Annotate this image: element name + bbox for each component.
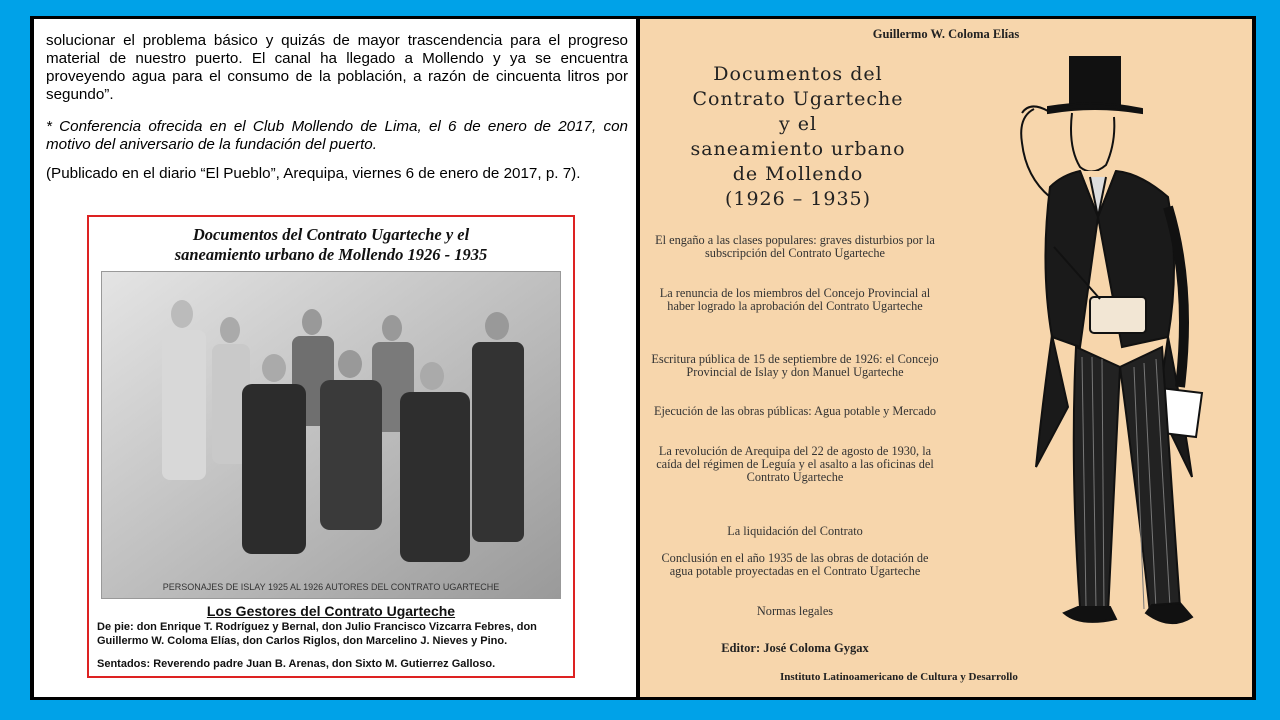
photo-card bbox=[87, 215, 575, 678]
contents-item: El engaño a las clases populares: graves disturbios por la subscripción del Contrato Ugarteche bbox=[655, 233, 935, 260]
book-institute: Instituto Latinoamericano de Cultura y Desarrollo bbox=[780, 671, 1018, 683]
footnote: * Conferencia ofrecida en el Club Mollendo de Lima, el 6 de enero de 2017, con motivo del aniversario de la fundación del puerto. bbox=[46, 118, 628, 153]
contents-item: Escritura pública de 15 de septiembre de 1926: el Concejo Provincial de Islay y don Manuel Ugarteche bbox=[651, 352, 939, 379]
book-title-line: (1926 – 1935) bbox=[724, 188, 872, 210]
left-panel bbox=[34, 19, 636, 697]
contents-item: Normas legales bbox=[756, 604, 834, 618]
caption-standing: De pie: don Enrique T. Rodríguez y Bernal, don Julio Francisco Vizcarra Febres, don Guillermo W. Coloma Elías, don Carlos Riglos, don Marcelino J. Nieves y Pino. bbox=[97, 621, 537, 647]
book-title-line: Contrato Ugarteche bbox=[692, 88, 904, 110]
card-title-line1: Documentos del Contrato Ugarteche y el bbox=[192, 225, 470, 244]
card-title-line2: saneamiento urbano de Mollendo 1926 - 1935 bbox=[174, 245, 488, 264]
book-author: Guillermo W. Coloma Elías bbox=[872, 27, 1020, 41]
contents-item: La renuncia de los miembros del Concejo Provincial al haber logrado la aprobación del Contrato Ugarteche bbox=[659, 286, 931, 313]
publication-note: (Publicado en el diario “El Pueblo”, Arequipa, viernes 6 de enero de 2017, p. 7). bbox=[46, 165, 581, 182]
book-cover bbox=[640, 19, 1252, 697]
caption-seated: Sentados: Reverendo padre Juan B. Arenas, don Sixto M. Gutierrez Galloso. bbox=[97, 658, 496, 670]
book-title-line: saneamiento urbano bbox=[690, 138, 906, 160]
gentleman-illustration bbox=[930, 47, 1240, 687]
contents-item: La liquidación del Contrato bbox=[727, 524, 863, 538]
book-editor: Editor: José Coloma Gygax bbox=[721, 641, 869, 655]
photo-caption-strip: PERSONAJES DE ISLAY 1925 AL 1926 AUTORES DEL CONTRATO UGARTECHE bbox=[162, 582, 500, 592]
book-title-line: y el bbox=[778, 113, 818, 135]
caption-heading: Los Gestores del Contrato Ugarteche bbox=[206, 603, 456, 619]
group-photo bbox=[101, 271, 561, 599]
contents-item: La revolución de Arequipa del 22 de agosto de 1930, la caída del régimen de Leguía y el asalto a las oficinas del Contrato Ugarteche bbox=[656, 444, 934, 484]
contents-item: Ejecución de las obras públicas: Agua potable y Mercado bbox=[653, 404, 937, 418]
book-title-line: de Mollendo bbox=[732, 163, 864, 185]
book-title-line: Documentos del bbox=[713, 63, 883, 85]
contents-item: Conclusión en el año 1935 de las obras de dotación de agua potable proyectadas en el Contrato Ugarteche bbox=[661, 551, 929, 578]
body-paragraph: solucionar el problema básico y quizás de mayor trascendencia para el progreso material de nuestro puerto. El canal ha llegado a Mollendo y ya se encuentra proveyendo agua para el consumo de la población, a razón de cincuenta litros por segundo”. bbox=[46, 32, 628, 103]
